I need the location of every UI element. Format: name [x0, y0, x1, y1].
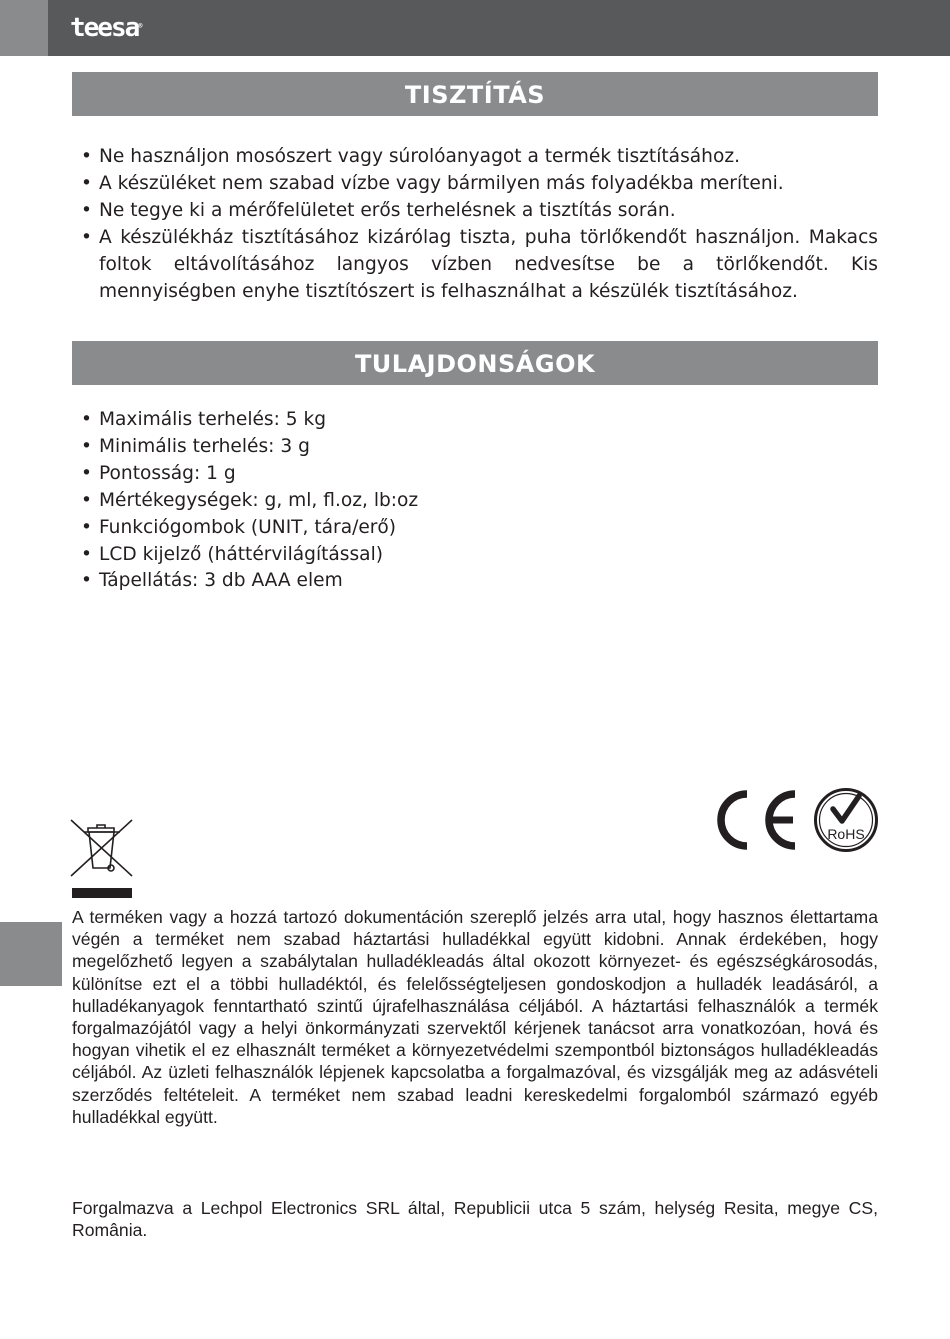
teesa-logo [70, 14, 143, 42]
crossed-out-wheelie-bin-icon [70, 818, 136, 900]
section-title-cleaning: TISZTÍTÁS [72, 72, 878, 116]
list-item: • Ne tegye ki a mérőfelületet erős terhelésnek a tisztítás során. [72, 197, 878, 224]
features-list [72, 407, 878, 595]
top-bar [0, 0, 950, 56]
list-item: • Minimális terhelés: 3 g [72, 434, 878, 461]
rohs-label: RoHS [827, 826, 865, 842]
rohs-icon [813, 787, 879, 853]
section-title-features: TULAJDONSÁGOK [72, 341, 878, 385]
disposal-paragraph: A terméken vagy a hozzá tartozó dokumentáción szereplő jelzés arra utal, hogy hasznos élettartama végén a terméket nem szabad háztartási hulladékkal együtt kidobni. Annak érdekében, hogy megelőzhető legyen a szabálytalan hulladékleadás által okozott környezet- és egészségkárosodás, különítse ezt el a többi hulladéktól, és felelősségteljesen gondoskodjon a hulladék leadásáról, a hulladékanyagok fenntartható szintű újrafelhasználása céljából. A háztartási felhasználók a termék forgalmazójától vagy a helyi önkormányzati szervektől kérjenek tanácsot arra vonatkozóan, hová és hogyan vihetik el ez elhasznált terméket a környezetvédelmi szempontból biztonságos hulladékleadás céljából. Az üzleti felhasználók lépjenek kapcsolatba a forgalmazóval, és vizsgálják meg az adásvételi szerződés feltételeit. A terméket nem szabad leadni kereskedelmi forgalomból származó egyéb hulladékkal együtt. [72, 907, 878, 1127]
ce-mark-icon [707, 787, 799, 853]
list-item: • Pontosság: 1 g [72, 461, 878, 488]
side-tab [0, 922, 62, 986]
list-item: • Funkciógombok (UNIT, tára/erő) [72, 515, 878, 542]
top-bar-tab [0, 0, 48, 56]
list-item: • A készüléket nem szabad vízbe vagy bármilyen más folyadékba meríteni. [72, 170, 878, 197]
list-item: • A készülékház tisztításához kizárólag tiszta, puha törlőkendőt használjon. Makacs foltok eltávolításához langyos vízben nedvesítse be a törlőkendőt. Kis mennyiségben enyhe tisztítószert is felhasználhat a készülék tisztításához. [72, 224, 878, 305]
logo-text: teesa [70, 13, 139, 43]
cleaning-list [72, 143, 878, 305]
list-item: • Tápellátás: 3 db AAA elem [72, 568, 878, 595]
list-item: • LCD kijelző (háttérvilágítással) [72, 542, 878, 569]
list-item: • Ne használjon mosószert vagy súrolóanyagot a termék tisztításához. [72, 143, 878, 170]
distributor-paragraph: Forgalmazva a Lechpol Electronics SRL által, Republicii utca 5 szám, helység Resita, megye CS, România. [72, 1198, 878, 1241]
logo-registered-mark: ® [138, 22, 143, 30]
list-item: • Maximális terhelés: 5 kg [72, 407, 878, 434]
list-item: • Mértékegységek: g, ml, fl.oz, lb:oz [72, 488, 878, 515]
